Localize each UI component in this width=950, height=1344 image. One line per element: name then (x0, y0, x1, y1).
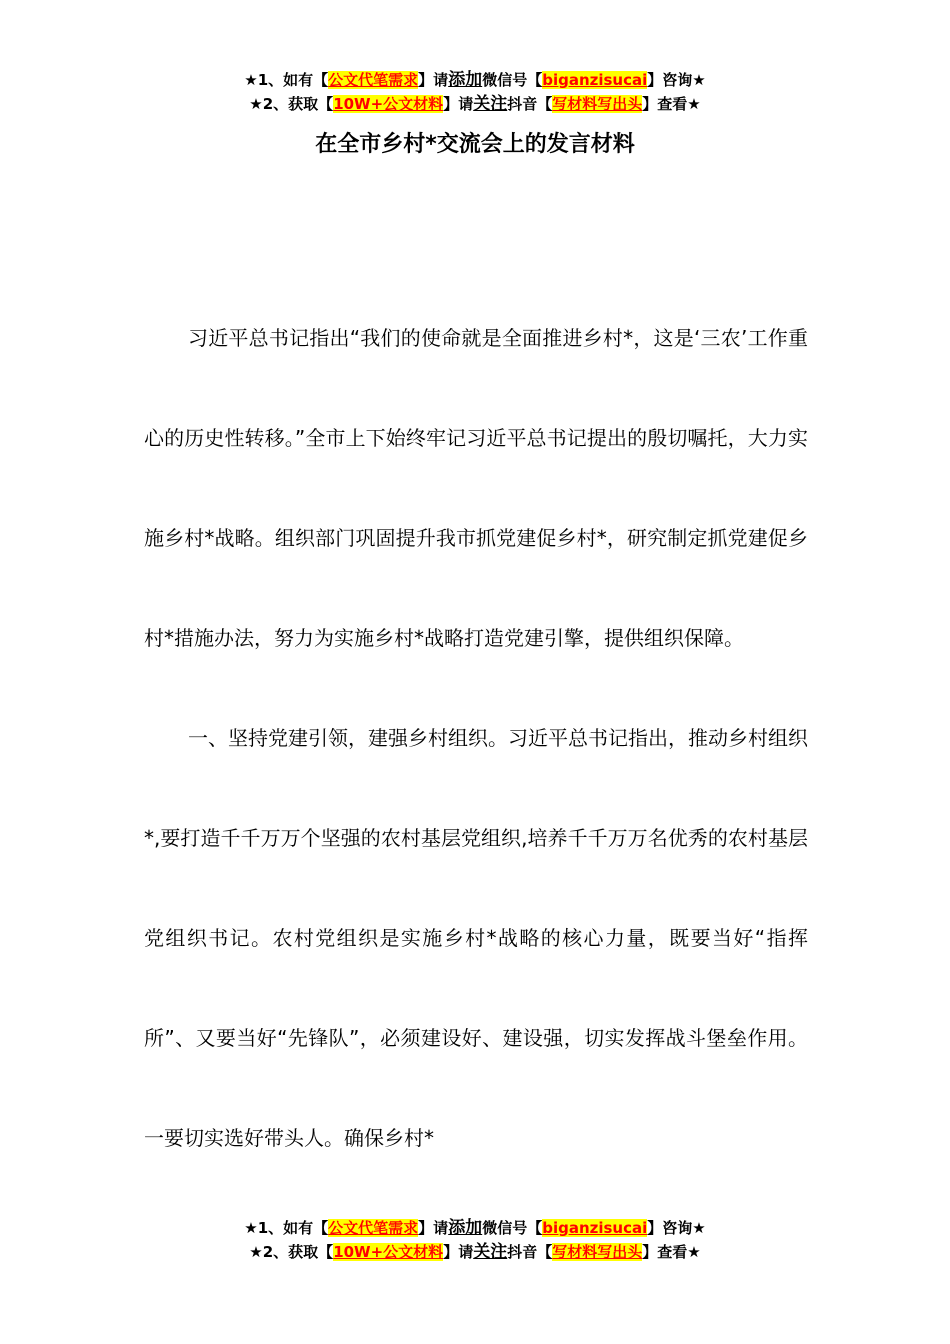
banner-text: 】查看★ (642, 95, 701, 113)
banner-text: ★1、如有【 (244, 1219, 329, 1237)
document-title: 在全市乡村*交流会上的发言材料 (315, 132, 635, 157)
highlight-wechat-id: biganzisucai (542, 71, 648, 89)
banner-emphasis: 关注 (473, 94, 508, 114)
banner-text: 微信号【 (482, 1219, 543, 1237)
banner-emphasis: 添加 (448, 70, 483, 90)
banner-emphasis: 关注 (473, 1242, 508, 1262)
banner-text: 】请 (418, 71, 449, 89)
highlight-materials: 10W+公文材料 (333, 95, 444, 113)
banner-text: ★1、如有【 (244, 71, 329, 89)
highlight-materials: 10W+公文材料 (333, 1243, 444, 1261)
footer-banner-line-1 (0, 1216, 950, 1240)
banner-text: 】咨询★ (647, 71, 706, 89)
footer-banner-line-2 (0, 1240, 950, 1264)
banner-emphasis: 添加 (448, 1218, 483, 1238)
highlight-douyin-account: 写材料写出头 (552, 95, 643, 113)
banner-text: 抖音【 (507, 95, 553, 113)
banner-text: 】请 (443, 1243, 474, 1261)
banner-text: 】查看★ (642, 1243, 701, 1261)
paragraph: 一、坚持党建引领，建强乡村组织。习近平总书记指出，推动乡村组织*,要打造千千万万个坚强的农村基层党组织,培养千千万万名优秀的农村基层党组织书记。农村党组织是实施乡村*战略的核心力量，既要当好“指挥所”、又要当好“先锋队”，必须建设好、建设强，切实发挥战斗堡垒作用。一要切实选好带头人。确保乡村* (144, 726, 808, 1150)
highlight-service: 公文代笔需求 (328, 1219, 419, 1237)
paragraph: 习近平总书记指出“我们的使命就是全面推进乡村*，这是‘三农’工作重心的历史性转移。”全市上下始终牢记习近平总书记提出的殷切嘱托，大力实施乡村*战略。组织部门巩固提升我市抓党建促乡村*，研究制定抓党建促乡村*措施办法，努力为实施乡村*战略打造党建引擎，提供组织保障。 (144, 326, 808, 650)
banner-text: 】请 (418, 1219, 449, 1237)
banner-text: ★2、获取【 (249, 95, 334, 113)
banner-text: 抖音【 (507, 1243, 553, 1261)
header-banner-line-1 (0, 68, 950, 92)
banner-text: 】请 (443, 95, 474, 113)
document-body (144, 288, 808, 1188)
banner-text: 】咨询★ (647, 1219, 706, 1237)
highlight-service: 公文代笔需求 (328, 71, 419, 89)
highlight-douyin-account: 写材料写出头 (552, 1243, 643, 1261)
banner-text: 微信号【 (482, 71, 543, 89)
highlight-wechat-id: biganzisucai (542, 1219, 648, 1237)
banner-text: ★2、获取【 (249, 1243, 334, 1261)
header-banner-line-2 (0, 92, 950, 116)
header-banner (0, 68, 950, 116)
footer-banner (0, 1216, 950, 1264)
